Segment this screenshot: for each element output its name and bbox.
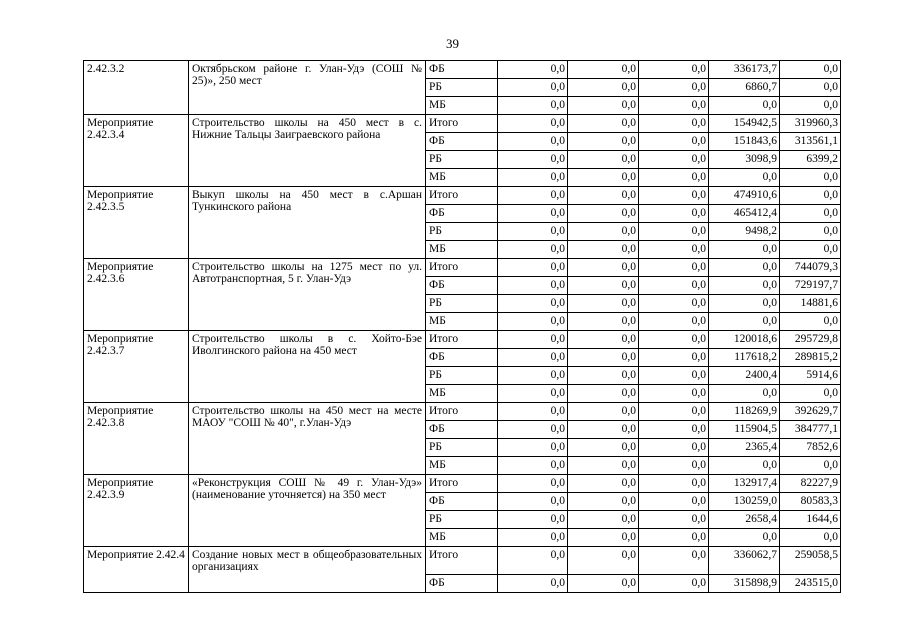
amount-cell: 0,0 [639,97,709,115]
amount-cell: 0,0 [780,313,841,331]
funding-source: ФБ [426,205,498,223]
amount-cell: 2400,4 [709,367,780,385]
amount-cell: 0,0 [639,367,709,385]
amount-cell: 0,0 [498,61,568,79]
amount-cell: 0,0 [568,367,639,385]
table-row [84,475,841,493]
amount-cell: 0,0 [780,97,841,115]
amount-cell: 154942,5 [709,115,780,133]
amount-cell: 0,0 [498,151,568,169]
budget-table [83,60,841,593]
amount-cell: 9498,2 [709,223,780,241]
amount-cell: 0,0 [568,439,639,457]
measure-code: Мероприятие 2.42.3.8 [84,403,189,475]
amount-cell: 0,0 [639,133,709,151]
amount-cell: 465412,4 [709,205,780,223]
amount-cell: 729197,7 [780,277,841,295]
measure-title: «Реконструкция СОШ № 49 г. Улан-Удэ» (наименование уточняется) на 350 мест [189,475,426,547]
amount-cell: 0,0 [568,493,639,511]
amount-cell: 0,0 [498,241,568,259]
amount-cell: 7852,6 [780,439,841,457]
amount-cell: 0,0 [780,79,841,97]
amount-cell: 0,0 [639,169,709,187]
amount-cell: 0,0 [568,169,639,187]
amount-cell: 0,0 [709,241,780,259]
measure-code: 2.42.3.2 [84,61,189,115]
funding-source: Итого [426,331,498,349]
amount-cell: 0,0 [709,295,780,313]
amount-cell: 0,0 [498,223,568,241]
amount-cell: 0,0 [639,79,709,97]
amount-cell: 0,0 [639,205,709,223]
amount-cell: 0,0 [568,547,639,575]
amount-cell: 117618,2 [709,349,780,367]
funding-source: ФБ [426,61,498,79]
amount-cell: 0,0 [639,295,709,313]
amount-cell: 0,0 [568,295,639,313]
funding-source: ФБ [426,493,498,511]
amount-cell: 0,0 [498,277,568,295]
amount-cell: 0,0 [639,403,709,421]
funding-source: ФБ [426,421,498,439]
amount-cell: 243515,0 [780,575,841,593]
measure-title: Строительство школы в с. Хойто-Бэе Иволгинского района на 450 мест [189,331,426,403]
amount-cell: 14881,6 [780,295,841,313]
measure-title: Строительство школы на 450 мест в с. Нижние Тальцы Заиграевского района [189,115,426,187]
table-row [84,61,841,79]
amount-cell: 6399,2 [780,151,841,169]
amount-cell: 0,0 [498,385,568,403]
amount-cell: 0,0 [639,547,709,575]
funding-source: Итого [426,115,498,133]
amount-cell: 0,0 [639,223,709,241]
table-row [84,403,841,421]
measure-title: Строительство школы на 450 мест на месте МАОУ "СОШ № 40", г.Улан-Удэ [189,403,426,475]
amount-cell: 0,0 [780,187,841,205]
funding-source: МБ [426,241,498,259]
table-body [84,61,841,593]
amount-cell: 0,0 [568,97,639,115]
amount-cell: 0,0 [568,133,639,151]
amount-cell: 0,0 [639,529,709,547]
amount-cell: 0,0 [498,403,568,421]
amount-cell: 0,0 [498,547,568,575]
funding-source: РБ [426,367,498,385]
amount-cell: 5914,6 [780,367,841,385]
amount-cell: 0,0 [498,529,568,547]
amount-cell: 0,0 [498,511,568,529]
amount-cell: 0,0 [639,511,709,529]
amount-cell: 313561,1 [780,133,841,151]
measure-code: Мероприятие 2.42.3.5 [84,187,189,259]
amount-cell: 0,0 [568,575,639,593]
funding-source: ФБ [426,575,498,593]
funding-source: ФБ [426,349,498,367]
funding-source: РБ [426,511,498,529]
amount-cell: 118269,9 [709,403,780,421]
amount-cell: 0,0 [568,259,639,277]
amount-cell: 0,0 [709,457,780,475]
funding-source: МБ [426,169,498,187]
amount-cell: 0,0 [780,241,841,259]
page-number: 39 [446,36,459,51]
funding-source: РБ [426,295,498,313]
amount-cell: 2365,4 [709,439,780,457]
funding-source: РБ [426,439,498,457]
amount-cell: 0,0 [568,151,639,169]
amount-cell: 0,0 [639,241,709,259]
table-row [84,187,841,205]
funding-source: МБ [426,97,498,115]
amount-cell: 0,0 [498,493,568,511]
amount-cell: 0,0 [568,421,639,439]
amount-cell: 0,0 [568,313,639,331]
amount-cell: 392629,7 [780,403,841,421]
amount-cell: 0,0 [498,97,568,115]
amount-cell: 0,0 [568,205,639,223]
amount-cell: 0,0 [498,439,568,457]
amount-cell: 130259,0 [709,493,780,511]
measure-code: Мероприятие 2.42.3.7 [84,331,189,403]
amount-cell: 0,0 [639,421,709,439]
amount-cell: 0,0 [498,457,568,475]
amount-cell: 0,0 [498,421,568,439]
amount-cell: 0,0 [498,475,568,493]
amount-cell: 0,0 [568,79,639,97]
measure-code: Мероприятие 2.42.4 [84,547,189,593]
amount-cell: 0,0 [639,475,709,493]
amount-cell: 0,0 [639,575,709,593]
funding-source: МБ [426,457,498,475]
amount-cell: 2658,4 [709,511,780,529]
amount-cell: 0,0 [498,349,568,367]
amount-cell: 0,0 [568,349,639,367]
amount-cell: 0,0 [568,457,639,475]
amount-cell: 115904,5 [709,421,780,439]
amount-cell: 0,0 [780,223,841,241]
amount-cell: 0,0 [498,575,568,593]
amount-cell: 0,0 [639,439,709,457]
amount-cell: 0,0 [498,79,568,97]
amount-cell: 0,0 [568,277,639,295]
amount-cell: 0,0 [498,133,568,151]
amount-cell: 3098,9 [709,151,780,169]
amount-cell: 0,0 [498,187,568,205]
measure-title: Выкуп школы на 450 мест в с.Аршан Тункинского района [189,187,426,259]
amount-cell: 0,0 [568,187,639,205]
amount-cell: 0,0 [780,385,841,403]
measure-title: Строительство школы на 1275 мест по ул. Автотранспортная, 5 г. Улан-Удэ [189,259,426,331]
amount-cell: 0,0 [639,493,709,511]
measure-code: Мероприятие 2.42.3.6 [84,259,189,331]
amount-cell: 132917,4 [709,475,780,493]
amount-cell: 0,0 [568,385,639,403]
amount-cell: 82227,9 [780,475,841,493]
amount-cell: 0,0 [709,385,780,403]
amount-cell: 0,0 [639,349,709,367]
amount-cell: 0,0 [639,385,709,403]
amount-cell: 319960,3 [780,115,841,133]
amount-cell: 474910,6 [709,187,780,205]
amount-cell: 0,0 [568,475,639,493]
amount-cell: 0,0 [639,313,709,331]
amount-cell: 0,0 [639,61,709,79]
amount-cell: 0,0 [568,241,639,259]
amount-cell: 289815,2 [780,349,841,367]
funding-source: Итого [426,187,498,205]
amount-cell: 0,0 [498,205,568,223]
amount-cell: 0,0 [780,205,841,223]
amount-cell: 384777,1 [780,421,841,439]
amount-cell: 0,0 [498,313,568,331]
amount-cell: 0,0 [780,61,841,79]
amount-cell: 336062,7 [709,547,780,575]
amount-cell: 0,0 [568,61,639,79]
table-row [84,547,841,575]
measure-title: Создание новых мест в общеобразовательных организациях [189,547,426,593]
measure-code: Мероприятие 2.42.3.9 [84,475,189,547]
table-row [84,115,841,133]
amount-cell: 0,0 [709,277,780,295]
amount-cell: 120018,6 [709,331,780,349]
funding-source: МБ [426,529,498,547]
amount-cell: 0,0 [639,457,709,475]
amount-cell: 151843,6 [709,133,780,151]
amount-cell: 0,0 [498,259,568,277]
amount-cell: 6860,7 [709,79,780,97]
amount-cell: 0,0 [709,259,780,277]
amount-cell: 0,0 [709,97,780,115]
amount-cell: 0,0 [780,457,841,475]
measure-code: Мероприятие 2.42.3.4 [84,115,189,187]
funding-source: Итого [426,547,498,575]
table-row [84,331,841,349]
amount-cell: 0,0 [498,331,568,349]
amount-cell: 0,0 [780,169,841,187]
amount-cell: 259058,5 [780,547,841,575]
amount-cell: 315898,9 [709,575,780,593]
funding-source: МБ [426,385,498,403]
funding-source: РБ [426,223,498,241]
funding-source: ФБ [426,133,498,151]
amount-cell: 0,0 [568,403,639,421]
amount-cell: 0,0 [709,313,780,331]
amount-cell: 0,0 [780,529,841,547]
funding-source: Итого [426,403,498,421]
amount-cell: 0,0 [568,331,639,349]
funding-source: Итого [426,259,498,277]
table-row [84,259,841,277]
funding-source: МБ [426,313,498,331]
amount-cell: 0,0 [639,115,709,133]
amount-cell: 336173,7 [709,61,780,79]
amount-cell: 0,0 [498,367,568,385]
amount-cell: 0,0 [568,511,639,529]
amount-cell: 0,0 [639,187,709,205]
amount-cell: 0,0 [568,115,639,133]
amount-cell: 295729,8 [780,331,841,349]
funding-source: ФБ [426,277,498,295]
amount-cell: 0,0 [498,295,568,313]
amount-cell: 1644,6 [780,511,841,529]
amount-cell: 0,0 [498,115,568,133]
amount-cell: 0,0 [709,169,780,187]
amount-cell: 0,0 [568,223,639,241]
funding-source: РБ [426,151,498,169]
funding-source: РБ [426,79,498,97]
amount-cell: 80583,3 [780,493,841,511]
measure-title: Октябрьском районе г. Улан-Удэ (СОШ № 25)», 250 мест [189,61,426,115]
amount-cell: 0,0 [639,277,709,295]
amount-cell: 0,0 [568,529,639,547]
amount-cell: 0,0 [709,529,780,547]
amount-cell: 0,0 [639,151,709,169]
amount-cell: 0,0 [639,331,709,349]
amount-cell: 0,0 [498,169,568,187]
funding-source: Итого [426,475,498,493]
amount-cell: 744079,3 [780,259,841,277]
amount-cell: 0,0 [639,259,709,277]
